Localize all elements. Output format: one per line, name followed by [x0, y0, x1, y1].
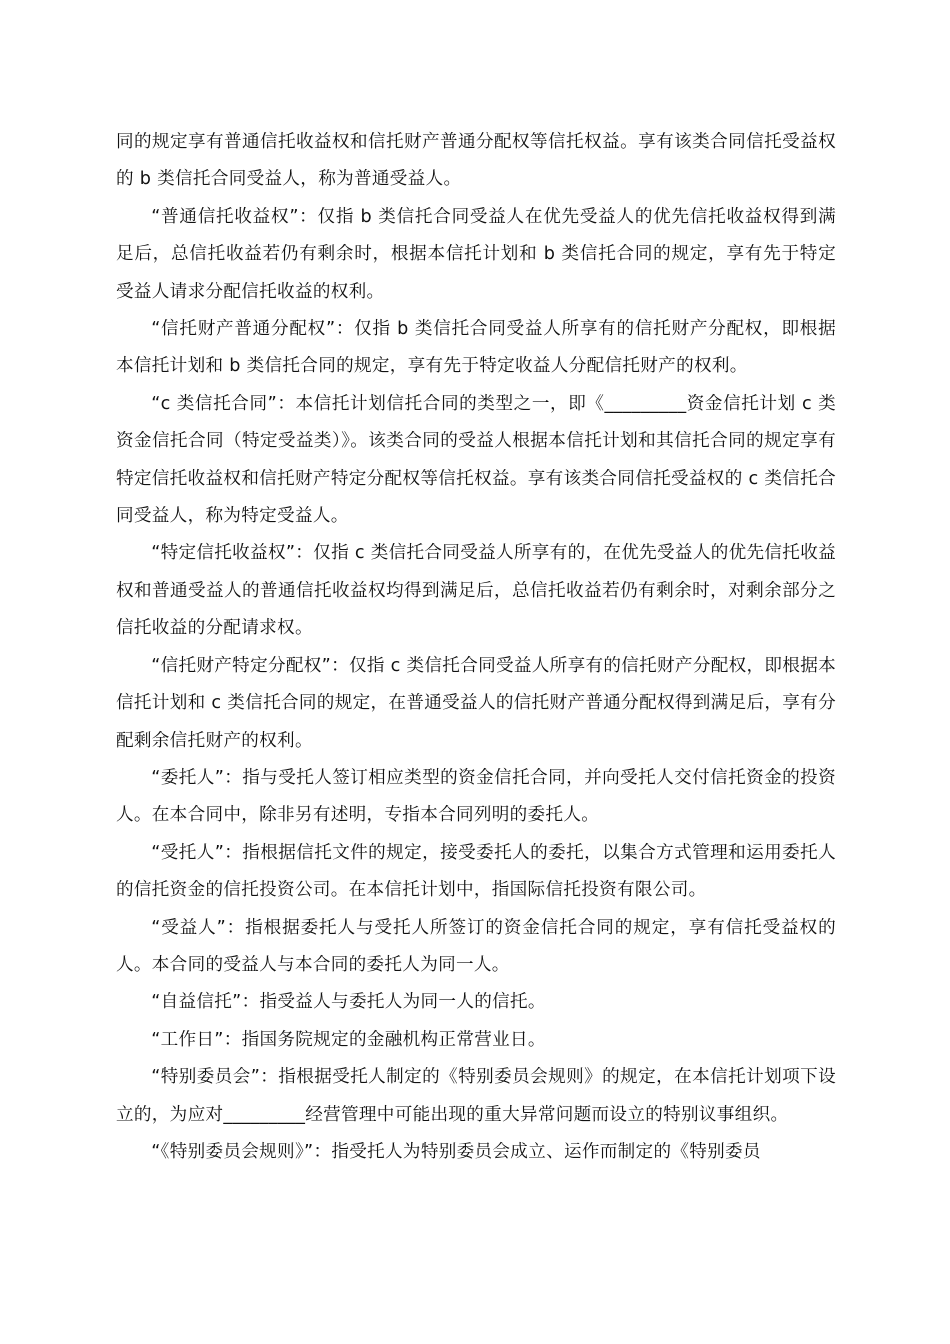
paragraph-definition-settlor: “委托人”：指与受托人签订相应类型的资金信托合同，并向受托人交付信托资金的投资人。在本合同中，除非另有述明，专指本合同列明的委托人。	[116, 767, 836, 826]
paragraph-definition-ordinary-trust-income-right: “普通信托收益权”：仅指 b 类信托合同受益人在优先受益人的优先信托收益权得到满足后，总信托收益若仍有剩余时，根据本信托计划和 b 类信托合同的规定，享有先于特定受益人请求分配信托收益的权利。	[116, 206, 836, 302]
paragraph-definition-working-day: “工作日”：指国务院规定的金融机构正常营业日。	[151, 1029, 546, 1050]
paragraph-definition-special-committee-rules: “《特别委员会规则》”：指受托人为特别委员会成立、运作而制定的《特别委员	[151, 1141, 761, 1162]
paragraph-definition-specific-distribution-right: “信托财产特定分配权”：仅指 c 类信托合同受益人所享有的信托财产分配权，即根据本信托计划和 c 类信托合同的规定，在普通受益人的信托财产普通分配权得到满足后，享有分配剩余信托财产的权利。	[116, 655, 836, 751]
paragraph-definition-trustee: “受托人”：指根据信托文件的规定，接受委托人的委托，以集合方式管理和运用委托人的信托资金的信托投资公司。在本信托计划中，指国际信托投资有限公司。	[116, 842, 836, 901]
paragraph-definition-class-c-contract: “c 类信托合同”：本信托计划信托合同的类型之一，即《_________资金信托计划 c 类资金信托合同（特定受益类）》。该类合同的受益人根据本信托计划和其信托合同的规定享有特定信托收益权和信托财产特定分配权等信托权益。享有该类合同信托受益权的 c 类信托合同受益人，称为特定受益人。	[116, 393, 836, 527]
paragraph-definition-special-committee: “特别委员会”：指根据受托人制定的《特别委员会规则》的规定，在本信托计划项下设立的，为应对_________经营管理中可能出现的重大异常问题而设立的特别议事组织。	[116, 1067, 836, 1125]
paragraph-definition-specific-trust-income-right: “特定信托收益权”：仅指 c 类信托合同受益人所享有的，在优先受益人的优先信托收益权和普通受益人的普通信托收益权均得到满足后，总信托收益若仍有剩余时，对剩余部分之信托收益的分配请求权。	[116, 543, 836, 639]
document-body	[116, 124, 836, 1171]
paragraph-definition-ordinary-distribution-right: “信托财产普通分配权”：仅指 b 类信托合同受益人所享有的信托财产分配权，即根据本信托计划和 b 类信托合同的规定，享有先于特定收益人分配信托财产的权利。	[116, 319, 836, 377]
paragraph-definition-beneficiary: “受益人”：指根据委托人与受托人所签订的资金信托合同的规定，享有信托受益权的人。本合同的受益人与本合同的委托人为同一人。	[116, 917, 836, 975]
paragraph-definition-self-benefit-trust: “自益信托”：指受益人与委托人为同一人的信托。	[151, 992, 546, 1013]
paragraph-continuation: 同的规定享有普通信托收益权和信托财产普通分配权等信托权益。享有该类合同信托受益权的 b 类信托合同受益人，称为普通受益人。	[116, 132, 836, 190]
